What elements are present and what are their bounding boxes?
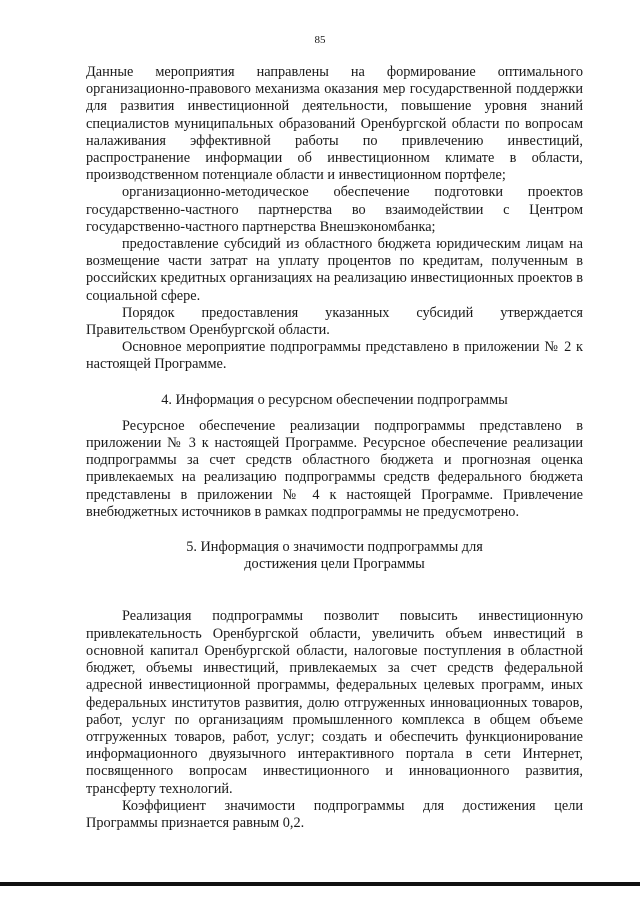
section-heading	[86, 539, 583, 573]
paragraph: организационно-методическое обеспечение подготовки проектов государственно-частного партнерства во взаимодействии с Центром государственно-частного партнерства Внешэкономбанка;	[86, 184, 583, 235]
paragraph: Ресурсное обеспечение реализации подпрограммы представлено в приложении № 3 к настоящей Программе. Ресурсное обеспечение реализации подпрограммы за счет средств областного бюджета и прогнозная оценка привлекаемых на реализацию подпрограммы средств федерального бюджета представлены в приложении № 4 к настоящей Программе. Привлечение внебюджетных источников в рамках подпрограммы не предусмотрено.	[86, 417, 583, 520]
paragraph: Основное мероприятие подпрограммы представлено в приложении № 2 к настоящей Программе.	[86, 339, 583, 373]
section-heading-line: 5. Информация о значимости подпрограммы для	[186, 539, 483, 556]
page-number: 85	[314, 34, 326, 46]
paragraph: Коэффициент значимости подпрограммы для достижения цели Программы признается равным 0,2.	[86, 797, 583, 831]
section-heading: 4. Информация о ресурсном обеспечении подпрограммы	[161, 391, 508, 408]
paragraph: Реализация подпрограммы позволит повысить инвестиционную привлекательность Оренбургской области, увеличить объем инвестиций в основной капитал Оренбургской области, налоговые поступления в областной бюджет, объемы инвестиций, привлекаемых за счет средств федеральной адресной инвестиционной программы, федеральных целевых программ, иных федеральных институтов развития, долю отгруженных инновационных товаров, работ, услуг по организациям промышленного комплекса в общем объеме отгруженных товаров, работ, услуг; создать и обеспечить функционирование информационного двуязычного интерактивного портала в сети Интернет, посвященного вопросам инвестиционного и инновационного развития, трансферту технологий.	[86, 608, 583, 797]
bottom-divider	[0, 882, 640, 886]
paragraph: Порядок предоставления указанных субсидий утверждается Правительством Оренбургской области.	[86, 304, 583, 339]
paragraph: предоставление субсидий из областного бюджета юридическим лицам на возмещение части затрат на уплату процентов по кредитам, полученным в российских кредитных организациях на реализацию инвестиционных проектов в социальной сфере.	[86, 236, 583, 304]
paragraph: Данные мероприятия направлены на формирование оптимального организационно-правового механизма оказания мер государственной поддержки для развития инвестиционной деятельности, повышение уровня знаний специалистов муниципальных образований Оренбургской области по вопросам налаживания эффективной работы по привлечению инвестиций, распространение информации об инвестиционном климате в области, производственном потенциале области и инвестиционном портфеле;	[86, 64, 583, 184]
document-body	[86, 64, 583, 832]
section-heading-line: достижения цели Программы	[244, 556, 425, 573]
